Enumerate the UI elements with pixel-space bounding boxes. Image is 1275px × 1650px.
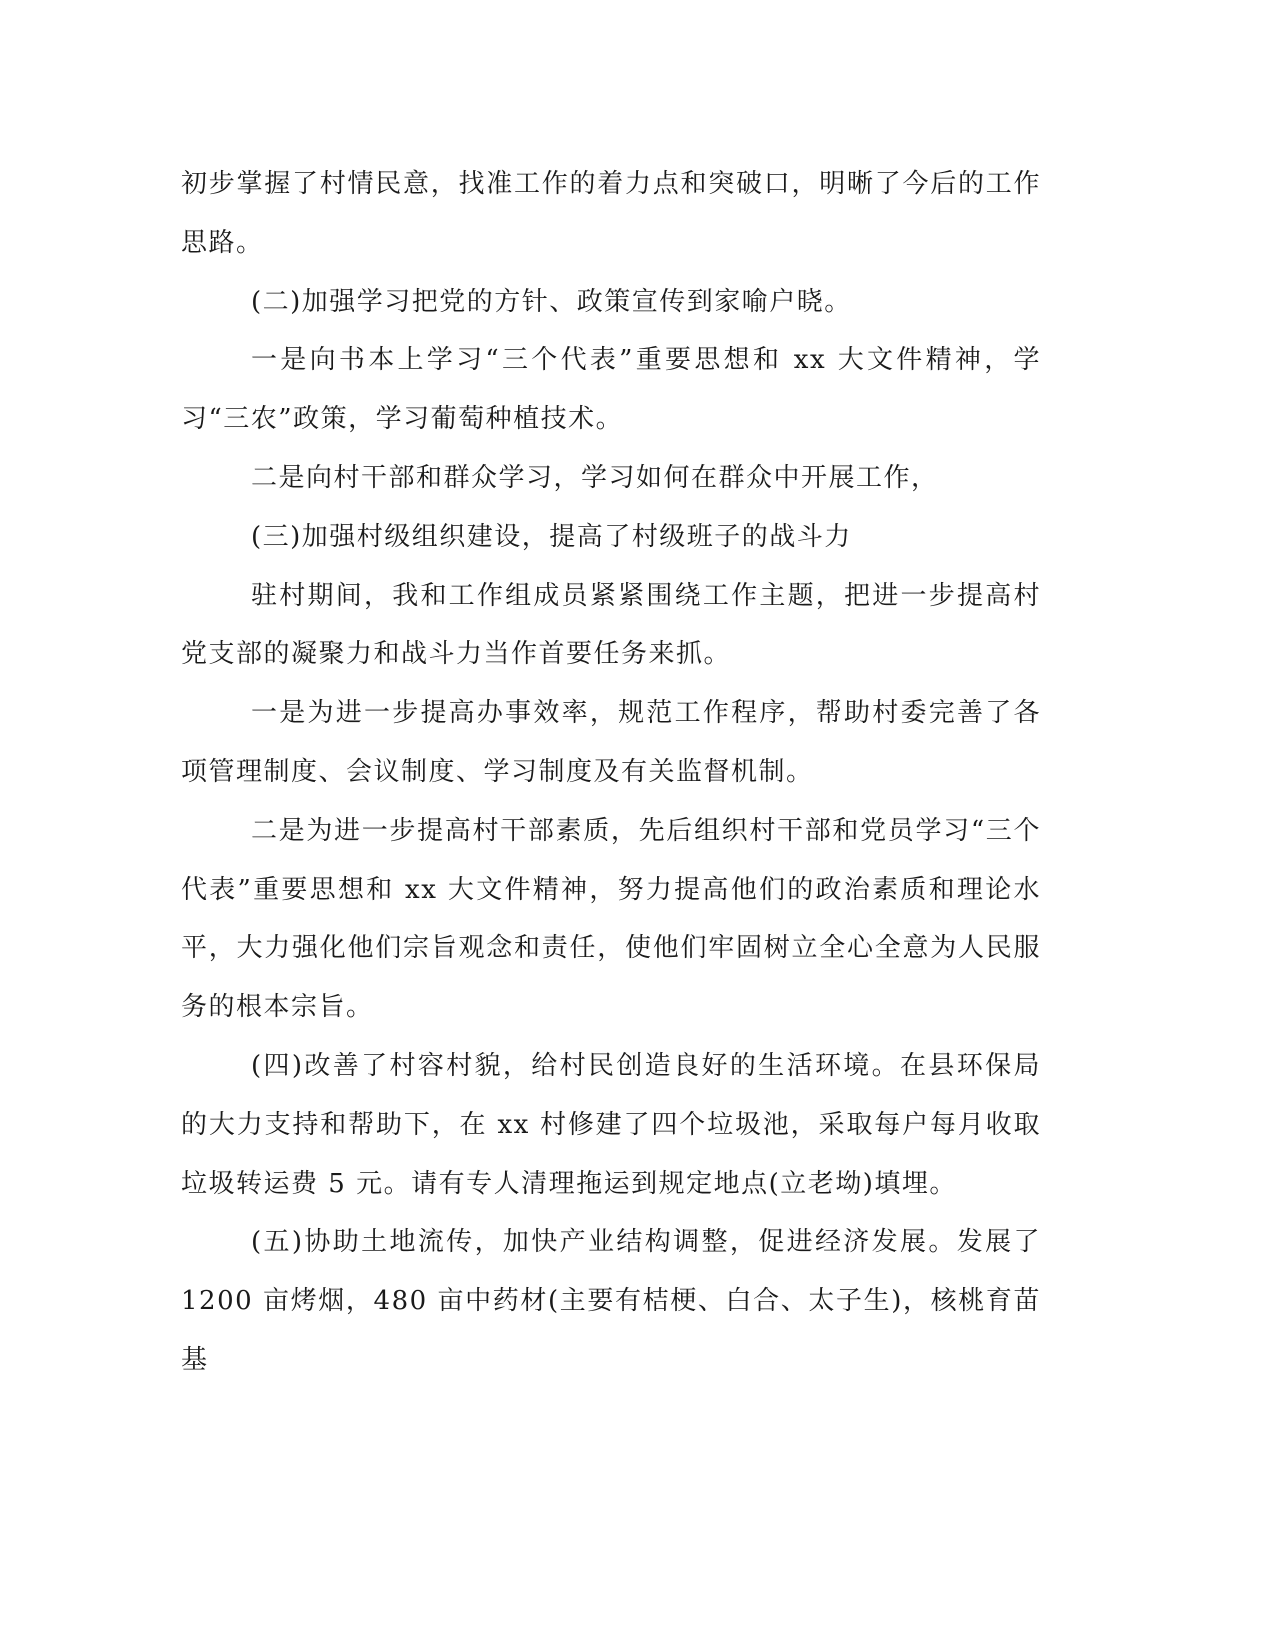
paragraph-5: (三)加强村级组织建设，提高了村级班子的战斗力 <box>251 521 852 552</box>
paragraph-6: 驻村期间，我和工作组成员紧紧围绕工作主题，把进一步提高村党支部的凝聚力和战斗力当作首要任务来抓。 <box>181 580 1041 670</box>
paragraph-7: 一是为进一步提高办事效率，规范工作程序，帮助村委完善了各项管理制度、会议制度、学习制度及有关监督机制。 <box>181 698 1041 787</box>
document-body <box>181 155 1041 1390</box>
paragraph-8: 二是为进一步提高村干部素质，先后组织村干部和党员学习“三个代表”重要思想和 xx 大文件精神，努力提高他们的政治素质和理论水平，大力强化他们宗旨观念和责任，使他们牢固树立全心全意为人民服务的根本宗旨。 <box>181 815 1041 1023</box>
paragraph-9: (四)改善了村容村貌，给村民创造良好的生活环境。在县环保局的大力支持和帮助下，在 xx 村修建了四个垃圾池，采取每户每月收取垃圾转运费 5 元。请有专人清理拖运到规定地点(立老坳)填埋。 <box>181 1050 1041 1199</box>
paragraph-2: (二)加强学习把党的方针、政策宣传到家喻户晓。 <box>251 286 852 317</box>
paragraph-4: 二是向村干部和群众学习，学习如何在群众中开展工作， <box>251 462 939 493</box>
paragraph-1: 初步掌握了村情民意，找准工作的着力点和突破口，明晰了今后的工作思路。 <box>181 169 1041 258</box>
paragraph-3: 一是向书本上学习“三个代表”重要思想和 xx 大文件精神，学习“三农”政策，学习葡萄种植技术。 <box>181 345 1041 435</box>
paragraph-10: (五)协助土地流传，加快产业结构调整，促进经济发展。发展了 1200 亩烤烟，480 亩中药材(主要有桔梗、白合、太子生)，核桃育苗基 <box>181 1227 1041 1375</box>
